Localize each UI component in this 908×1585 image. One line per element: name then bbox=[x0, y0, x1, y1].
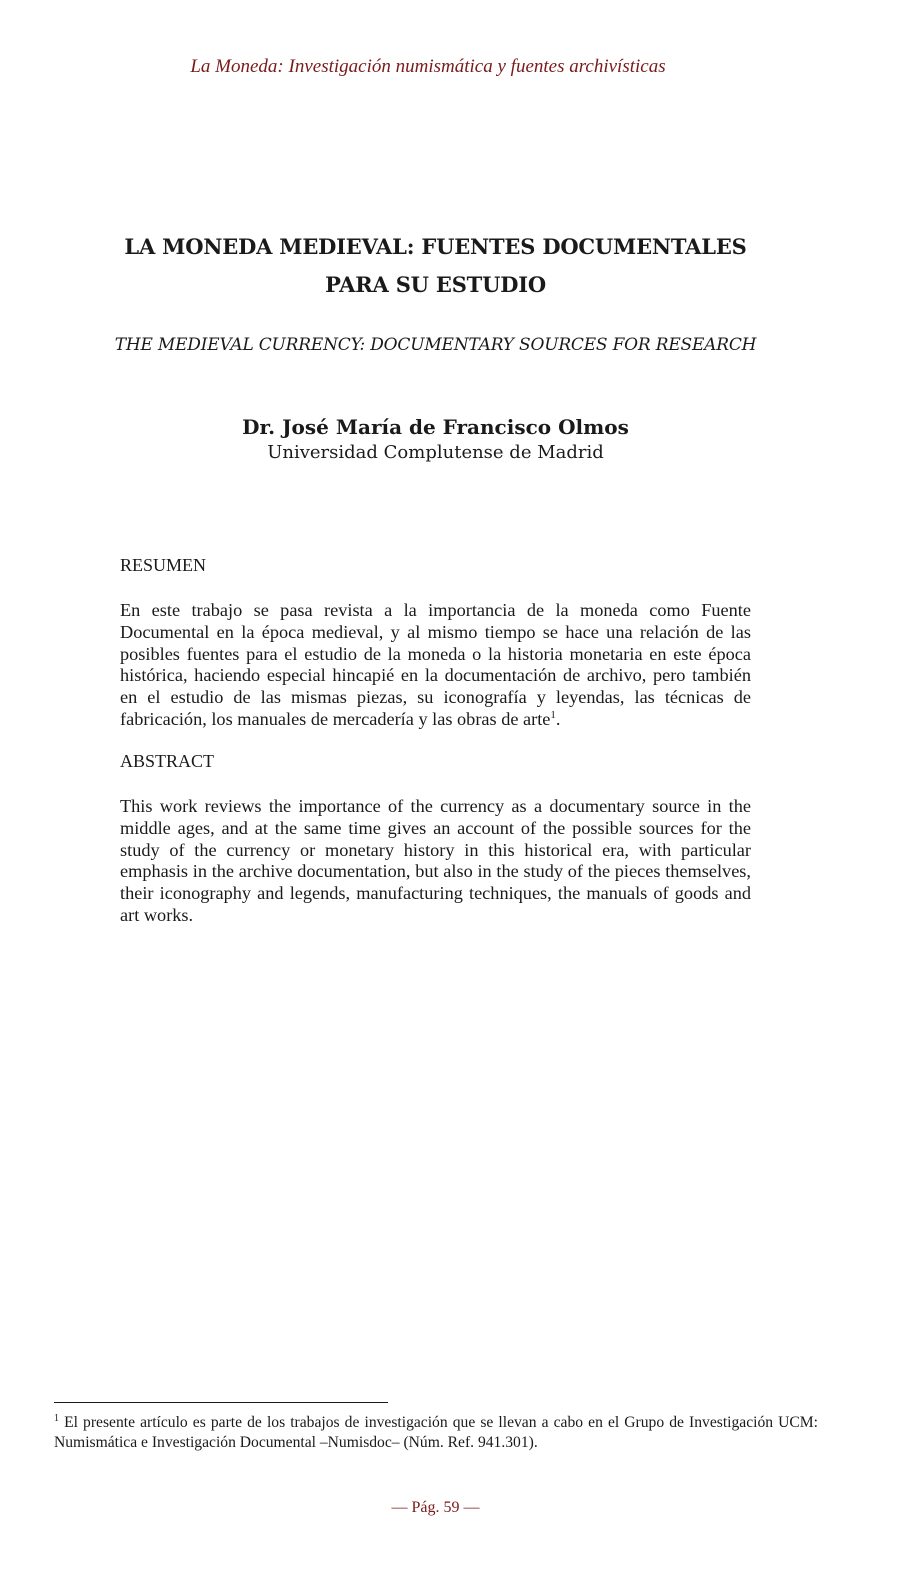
abstract-heading: ABSTRACT bbox=[120, 751, 215, 771]
resumen-heading: RESUMEN bbox=[120, 555, 207, 575]
abstract-paragraph: This work reviews the importance of the currency as a documentary source in the middle ages, and at the same time gives an account of the possible sources for the study of the currency or monetary history in this historical era, with particular emphasis in the archive documentation, but also in the study of the pieces themselves, their iconography and legends, manufacturing techniques, the manuals of goods and art works. bbox=[120, 796, 751, 925]
author-name: Dr. José María de Francisco Olmos bbox=[242, 415, 629, 439]
author-affiliation: Universidad Complutense de Madrid bbox=[267, 442, 604, 463]
running-header: La Moneda: Investigación numismática y fuentes archivísticas bbox=[190, 56, 666, 77]
footnote-reference[interactable]: 1 bbox=[550, 708, 556, 721]
resumen-paragraph bbox=[120, 600, 751, 731]
article-title-line-2: PARA SU ESTUDIO bbox=[325, 272, 546, 297]
footnote-divider bbox=[54, 1402, 388, 1403]
article-title bbox=[0, 228, 871, 304]
footnote-marker: 1 bbox=[54, 1412, 59, 1424]
article-title-line-1: LA MONEDA MEDIEVAL: FUENTES DOCUMENTALES bbox=[124, 234, 747, 259]
resumen-text: En este trabajo se pasa revista a la importancia de la moneda como Fuente Documental en la época medieval, y al mismo tiempo se hace una relación de las posibles fuentes para el estudio de la moneda o la historia monetaria en este época histórica, haciendo especial hincapié en la documentación de archivo, pero también en el estudio de las mismas piezas, su iconografía y leyendas, las técnicas de fabricación, los manuales de mercadería y las obras de arte bbox=[120, 600, 751, 729]
article-subtitle: THE MEDIEVAL CURRENCY: DOCUMENTARY SOURCES FOR RESEARCH bbox=[114, 335, 757, 355]
footnote-text: El presente artículo es parte de los trabajos de investigación que se llevan a cabo en el Grupo de Investigación UCM: Numismática e Investigación Documental –Numisdoc– (Núm. Ref. 941.301). bbox=[54, 1414, 818, 1451]
footnote bbox=[54, 1413, 818, 1452]
resumen-text-end: . bbox=[555, 708, 561, 729]
page-number: — Pág. 59 — bbox=[391, 1499, 480, 1516]
